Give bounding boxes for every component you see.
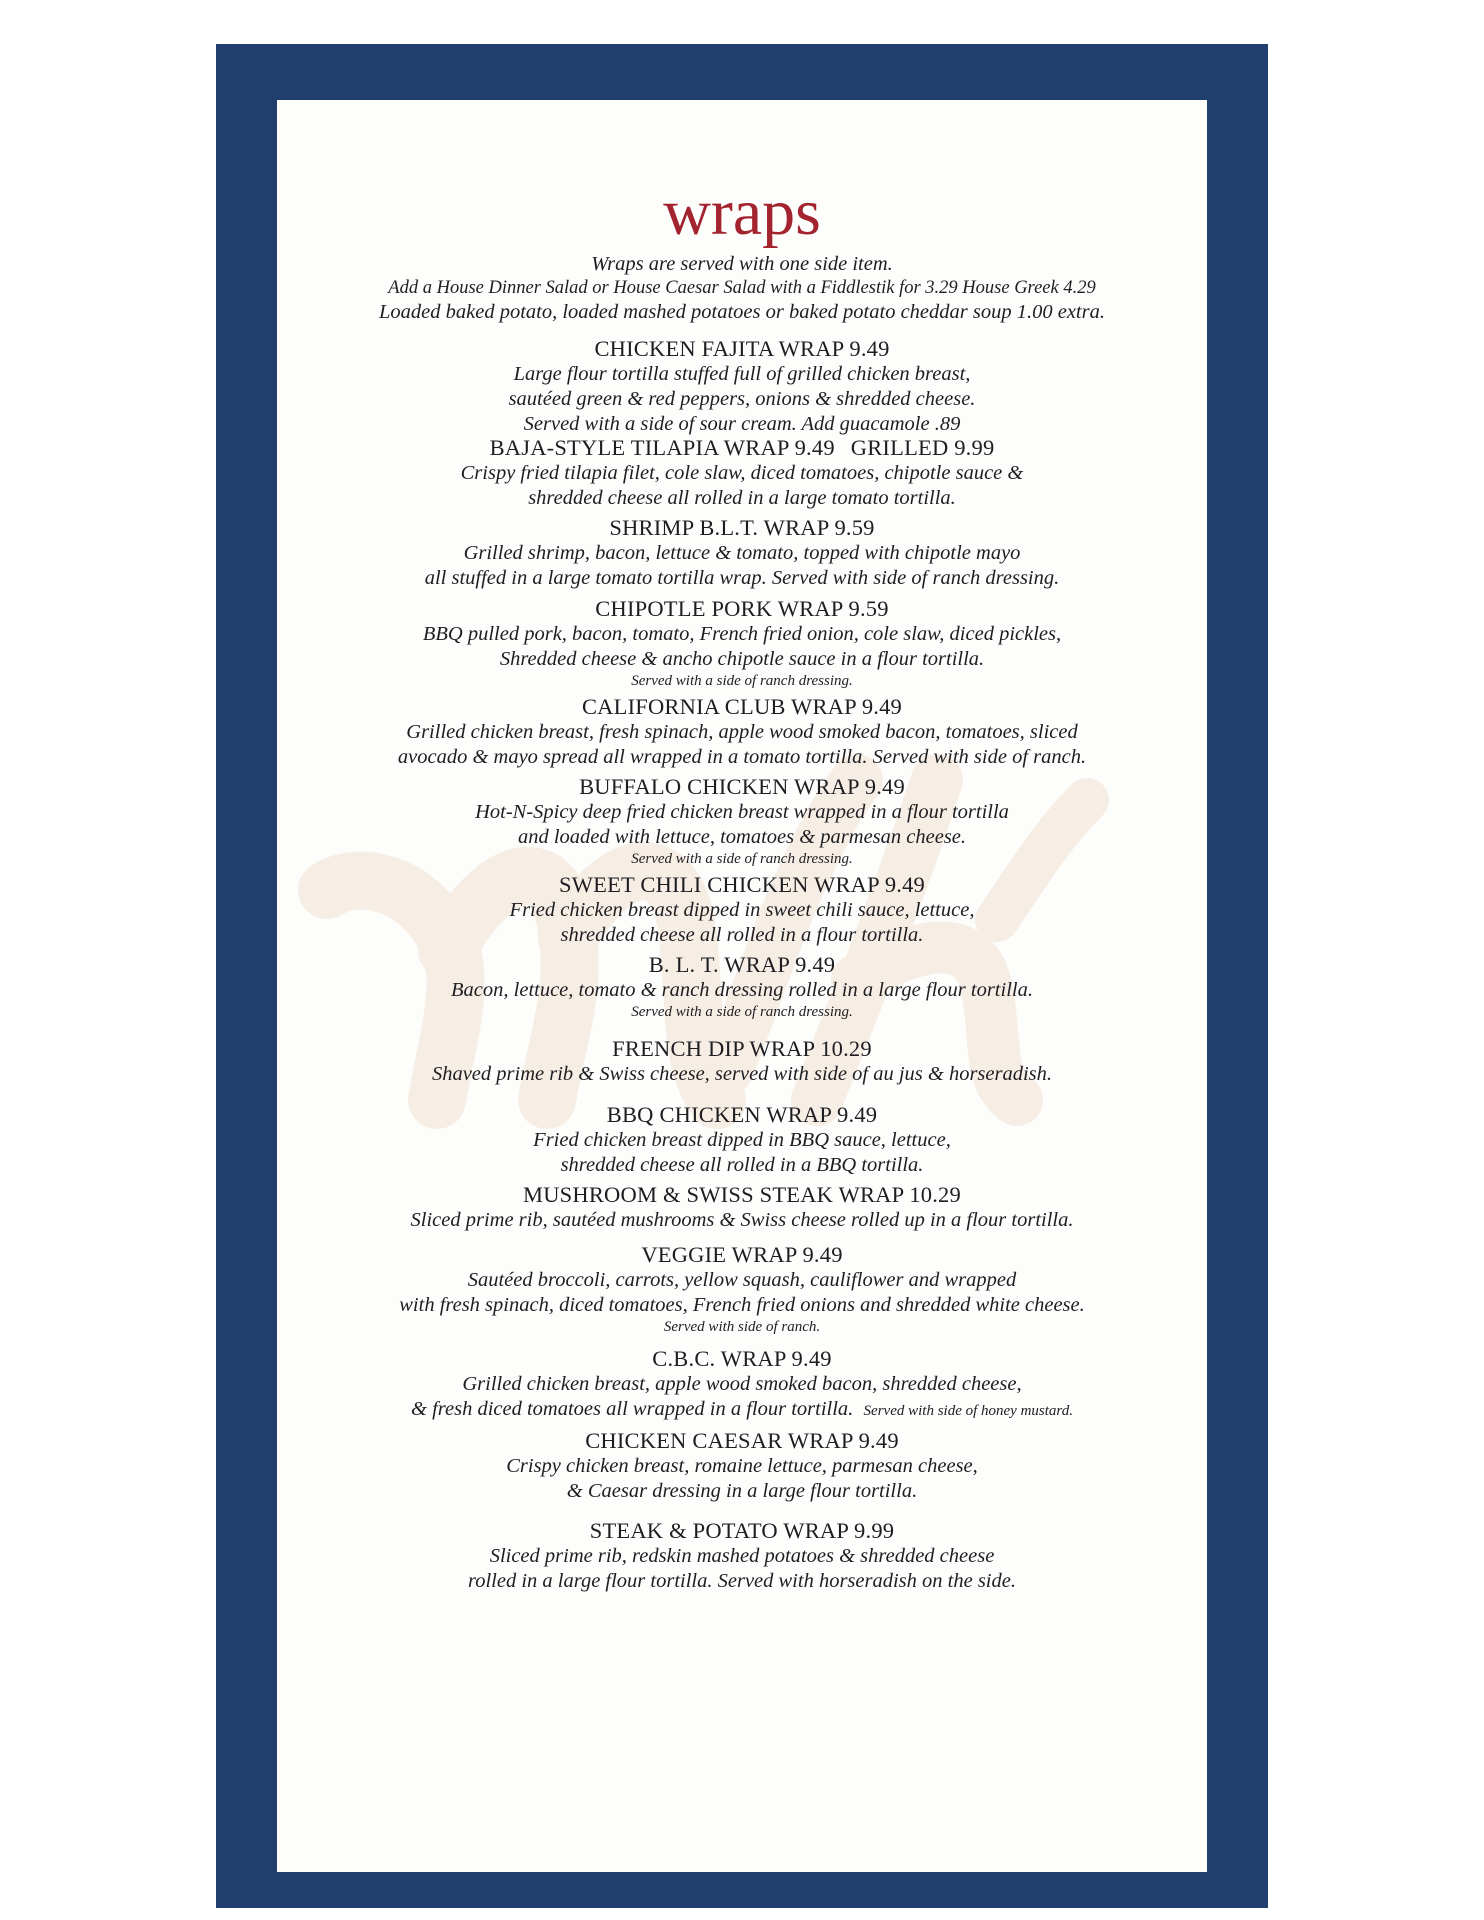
item-note: Served with side of ranch.	[663, 1319, 821, 1335]
item-name: CALIFORNIA CLUB WRAP 9.49	[581, 694, 903, 719]
menu-item-california-club-wrap	[277, 694, 1207, 770]
item-description-line: & Caesar dressing in a large flour tortilla.	[566, 1480, 918, 1502]
menu-item-blt-wrap	[277, 952, 1207, 1022]
item-note: Served with a side of ranch dressing.	[631, 673, 853, 689]
menu-item-cbc-wrap	[277, 1346, 1207, 1424]
intro-line: Loaded baked potato, loaded mashed potatoes or baked potato cheddar soup 1.00 extra.	[379, 301, 1105, 323]
item-description-line: Grilled chicken breast, apple wood smoked bacon, shredded cheese,	[462, 1373, 1022, 1395]
menu-item-chicken-caesar-wrap	[277, 1428, 1207, 1504]
item-note: Served with a side of ranch dressing.	[631, 851, 853, 867]
item-description-line: Grilled shrimp, bacon, lettuce & tomato, topped with chipotle mayo	[463, 542, 1021, 564]
item-description-line: all stuffed in a large tomato tortilla wrap. Served with side of ranch dressing.	[424, 567, 1060, 589]
menu-item-steak-potato-wrap	[277, 1518, 1207, 1594]
item-description-line: Sliced prime rib, sautéed mushrooms & Swiss cheese rolled up in a flour tortilla.	[410, 1209, 1074, 1231]
item-description-line: Shaved prime rib & Swiss cheese, served with side of au jus & horseradish.	[431, 1063, 1053, 1085]
item-description-line-with-note	[277, 1397, 1207, 1424]
item-description-line: Crispy fried tilapia filet, cole slaw, diced tomatoes, chipotle sauce &	[460, 462, 1024, 484]
item-description-line: BBQ pulled pork, bacon, tomato, French fried onion, cole slaw, diced pickles,	[422, 623, 1062, 645]
item-description-line: Crispy chicken breast, romaine lettuce, parmesan cheese,	[506, 1455, 978, 1477]
menu-border-frame	[216, 44, 1268, 1908]
intro-line: Wraps are served with one side item.	[591, 253, 893, 275]
item-price-grilled: GRILLED 9.99	[850, 435, 995, 460]
menu-item-buffalo-chicken-wrap	[277, 774, 1207, 869]
item-name: CHICKEN CAESAR WRAP 9.49	[585, 1428, 899, 1453]
item-description-line: Sautéed broccoli, carrots, yellow squash, cauliflower and wrapped	[467, 1269, 1017, 1291]
menu-item-mushroom-swiss-steak-wrap	[277, 1182, 1207, 1233]
item-name: STEAK & POTATO WRAP 9.99	[589, 1518, 895, 1543]
item-note: Served with side of honey mustard.	[863, 1403, 1073, 1419]
item-name: FRENCH DIP WRAP 10.29	[612, 1036, 872, 1061]
item-description-line: shredded cheese all rolled in a flour tortilla.	[560, 924, 924, 946]
menu-item-chicken-fajita-wrap	[277, 336, 1207, 437]
item-description-line: Sliced prime rib, redskin mashed potatoes & shredded cheese	[489, 1545, 995, 1567]
item-description-line: Large flour tortilla stuffed full of grilled chicken breast,	[513, 363, 971, 385]
item-name: BBQ CHICKEN WRAP 9.49	[606, 1102, 878, 1127]
item-description-line: Grilled chicken breast, fresh spinach, apple wood smoked bacon, tomatoes, sliced	[406, 721, 1078, 743]
item-description-line: Served with a side of sour cream. Add guacamole .89	[523, 413, 961, 435]
item-description-line: Fried chicken breast dipped in BBQ sauce, lettuce,	[533, 1129, 951, 1151]
item-description-line: Fried chicken breast dipped in sweet chili sauce, lettuce,	[509, 899, 975, 921]
item-description-line: with fresh spinach, diced tomatoes, French fried onions and shredded white cheese.	[399, 1294, 1085, 1316]
item-name: MUSHROOM & SWISS STEAK WRAP 10.29	[523, 1182, 961, 1207]
item-name: CHIPOTLE PORK WRAP 9.59	[595, 596, 889, 621]
menu-item-baja-style-tilapia-wrap	[277, 435, 1207, 511]
menu-panel	[277, 100, 1207, 1872]
menu-intro	[277, 252, 1207, 324]
menu-item-shrimp-blt-wrap	[277, 515, 1207, 591]
item-name: CHICKEN FAJITA WRAP 9.49	[594, 336, 890, 361]
item-description-line: Bacon, lettuce, tomato & ranch dressing rolled in a large flour tortilla.	[451, 979, 1033, 1001]
menu-item-french-dip-wrap	[277, 1036, 1207, 1087]
item-description-line: shredded cheese all rolled in a BBQ tortilla.	[560, 1154, 924, 1176]
menu-item-sweet-chili-chicken-wrap	[277, 872, 1207, 948]
item-name: BUFFALO CHICKEN WRAP 9.49	[579, 774, 905, 799]
intro-line: Add a House Dinner Salad or House Caesar Salad with a Fiddlestik for 3.29 House Greek 4.29	[388, 278, 1096, 298]
item-name: SHRIMP B.L.T. WRAP 9.59	[609, 515, 875, 540]
menu-item-bbq-chicken-wrap	[277, 1102, 1207, 1178]
item-description-line: Hot-N-Spicy deep fried chicken breast wrapped in a flour tortilla	[475, 801, 1009, 823]
item-description-text: & fresh diced tomatoes all wrapped in a flour tortilla.	[411, 1398, 854, 1420]
item-description-line: and loaded with lettuce, tomatoes & parmesan cheese.	[517, 826, 967, 848]
item-description-line: Shredded cheese & ancho chipotle sauce in a flour tortilla.	[499, 648, 985, 670]
item-name-row	[277, 435, 1207, 461]
item-name: BAJA-STYLE TILAPIA WRAP 9.49	[489, 435, 835, 460]
item-description-line: sautéed green & red peppers, onions & shredded cheese.	[508, 388, 976, 410]
menu-item-veggie-wrap	[277, 1242, 1207, 1337]
item-name: B. L. T. WRAP 9.49	[648, 952, 836, 977]
item-description-line: shredded cheese all rolled in a large tomato tortilla.	[528, 487, 956, 509]
item-note: Served with a side of ranch dressing.	[631, 1004, 853, 1020]
menu-title: wraps	[663, 176, 821, 249]
item-name: C.B.C. WRAP 9.49	[652, 1346, 832, 1371]
item-name: VEGGIE WRAP 9.49	[641, 1242, 843, 1267]
item-description-line: rolled in a large flour tortilla. Served with horseradish on the side.	[468, 1570, 1016, 1592]
menu-item-chipotle-pork-wrap	[277, 596, 1207, 691]
item-description-line: avocado & mayo spread all wrapped in a tomato tortilla. Served with side of ranch.	[397, 746, 1087, 768]
item-name: SWEET CHILI CHICKEN WRAP 9.49	[559, 872, 925, 897]
